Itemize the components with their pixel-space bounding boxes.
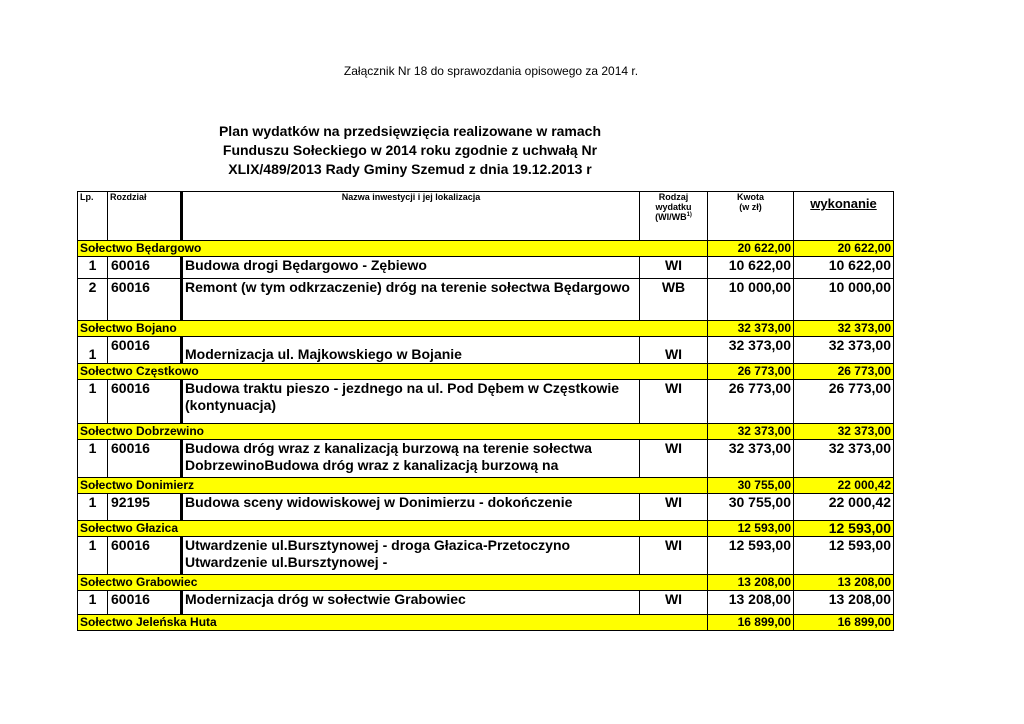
item-rodzaj: WI (640, 494, 708, 521)
item-wykonanie: 12 593,00 (794, 537, 894, 575)
item-nazwa-text: Budowa dróg wraz z kanalizacją burzową na terenie sołectwa DobrzewinoBudowa dróg wraz z kanalizacją burzową na (185, 440, 592, 473)
item-lp: 1 (78, 257, 108, 279)
item-rodzaj: WI (640, 440, 708, 478)
item-wykonanie: 26 773,00 (794, 380, 894, 424)
solectwo-row (78, 241, 894, 257)
header-rodzaj-line: Rodzaj (658, 192, 689, 202)
solectwo-name: Sołectwo Donimierz (78, 478, 640, 494)
solectwo-kwota: 16 899,00 (708, 615, 794, 631)
solectwo-kwota: 26 773,00 (708, 364, 794, 380)
solectwo-name: Sołectwo Bojano (78, 321, 640, 337)
solectwo-name: Sołectwo Jeleńska Huta (78, 615, 640, 631)
item-rodzaj: WI (640, 591, 708, 615)
item-lp: 1 (78, 440, 108, 478)
item-lp: 1 (78, 537, 108, 575)
item-kwota: 10 000,00 (708, 279, 794, 321)
item-kwota: 30 755,00 (708, 494, 794, 521)
item-rozdzial: 60016 (108, 537, 182, 575)
item-rozdzial: 60016 (108, 380, 182, 424)
item-rozdzial: 60016 (108, 257, 182, 279)
item-kwota: 10 622,00 (708, 257, 794, 279)
annex-note: Załącznik Nr 18 do sprawozdania opisowego za 2014 r. (343, 64, 639, 78)
item-rodzaj: WB (640, 279, 708, 321)
solectwo-wykonanie: 22 000,42 (794, 478, 894, 494)
title-line: XLIX/489/2013 Rady Gminy Szemud z dnia 19.12.2013 r (228, 161, 592, 177)
solectwo-row (78, 615, 894, 631)
item-lp: 2 (78, 279, 108, 321)
solectwo-name: Sołectwo Grabowiec (78, 575, 640, 591)
header-rodzaj (640, 192, 708, 241)
header-kwota-line: Kwota (737, 192, 764, 202)
table-row (78, 257, 894, 279)
item-nazwa: Budowa traktu pieszo - jezdnego na ul. Pod Dębem w Częstkowie (kontynuacja) (182, 380, 640, 424)
item-nazwa: Modernizacja dróg w sołectwie Grabowiec (182, 591, 640, 615)
solectwo-empty (640, 364, 708, 380)
solectwo-empty (640, 575, 708, 591)
header-kwota (708, 192, 794, 241)
solectwo-empty (640, 241, 708, 257)
item-rodzaj: WI (640, 537, 708, 575)
solectwo-wykonanie: 12 593,00 (794, 521, 894, 537)
solectwo-kwota: 30 755,00 (708, 478, 794, 494)
item-lp: 1 (78, 591, 108, 615)
solectwo-empty (640, 424, 708, 440)
item-wykonanie: 10 622,00 (794, 257, 894, 279)
item-rodzaj: WI (640, 257, 708, 279)
item-kwota: 13 208,00 (708, 591, 794, 615)
table-row (78, 537, 894, 575)
solectwo-wykonanie: 20 622,00 (794, 241, 894, 257)
item-nazwa (182, 537, 640, 575)
solectwo-kwota: 32 373,00 (708, 321, 794, 337)
table-row (78, 279, 894, 321)
item-lp: 1 (78, 494, 108, 521)
table-row (78, 337, 894, 364)
header-rodzaj-line: (WI/WB$^{1)}$ (655, 212, 692, 222)
item-rozdzial: 60016 (108, 440, 182, 478)
table-row (78, 591, 894, 615)
item-nazwa: Modernizacja ul. Majkowskiego w Bojanie (182, 337, 640, 364)
item-kwota: 32 373,00 (708, 337, 794, 364)
solectwo-kwota: 13 208,00 (708, 575, 794, 591)
item-lp: 1 (78, 380, 108, 424)
solectwo-name: Sołectwo Częstkowo (78, 364, 640, 380)
item-nazwa: Budowa drogi Będargowo - Zębiewo (182, 257, 640, 279)
header-row (78, 192, 894, 241)
item-kwota: 26 773,00 (708, 380, 794, 424)
solectwo-name: Sołectwo Głazica (78, 521, 640, 537)
item-rodzaj: WI (640, 380, 708, 424)
solectwo-row (78, 364, 894, 380)
header-nazwa: Nazwa inwestycji i jej lokalizacja (182, 192, 640, 241)
item-wykonanie: 32 373,00 (794, 337, 894, 364)
item-rodzaj: WI (640, 337, 708, 364)
solectwo-name: Sołectwo Dobrzewino (78, 424, 640, 440)
solectwo-name: Sołectwo Będargowo (78, 241, 640, 257)
solectwo-kwota: 20 622,00 (708, 241, 794, 257)
solectwo-row (78, 424, 894, 440)
table-row (78, 380, 894, 424)
solectwo-row (78, 521, 894, 537)
solectwo-wykonanie: 32 373,00 (794, 321, 894, 337)
solectwo-row (78, 478, 894, 494)
table-row (78, 494, 894, 521)
item-lp: 1 (78, 337, 108, 364)
item-rozdzial: 92195 (108, 494, 182, 521)
item-nazwa-text: Utwardzenie ul.Bursztynowej - droga Głazica-Przetoczyno Utwardzenie ul.Bursztynowej - (185, 537, 571, 570)
item-wykonanie: 32 373,00 (794, 440, 894, 478)
item-rozdzial: 60016 (108, 591, 182, 615)
document-title (190, 122, 630, 179)
solectwo-row (78, 321, 894, 337)
solectwo-kwota: 32 373,00 (708, 424, 794, 440)
item-kwota: 32 373,00 (708, 440, 794, 478)
title-line: Funduszu Sołeckiego w 2014 roku zgodnie z uchwałą Nr (222, 142, 598, 158)
header-rodzaj-line: wydatku (655, 202, 692, 212)
header-wykonanie: wykonanie (794, 192, 894, 241)
header-kwota-line: (w zł) (739, 202, 762, 212)
solectwo-kwota: 12 593,00 (708, 521, 794, 537)
item-kwota: 12 593,00 (708, 537, 794, 575)
solectwo-wykonanie: 32 373,00 (794, 424, 894, 440)
item-rozdzial: 60016 (108, 337, 182, 364)
solectwo-row (78, 575, 894, 591)
solectwo-wykonanie: 26 773,00 (794, 364, 894, 380)
solectwo-wykonanie: 16 899,00 (794, 615, 894, 631)
title-line: Plan wydatków na przedsięwzięcia realizowane w ramach (218, 123, 602, 139)
item-wykonanie: 13 208,00 (794, 591, 894, 615)
item-nazwa: Remont (w tym odkrzaczenie) dróg na terenie sołectwa Będargowo (182, 279, 640, 321)
item-nazwa: Budowa sceny widowiskowej w Donimierzu - dokończenie (182, 494, 640, 521)
item-rozdzial: 60016 (108, 279, 182, 321)
solectwo-empty (640, 521, 708, 537)
item-wykonanie: 22 000,42 (794, 494, 894, 521)
solectwo-empty (640, 615, 708, 631)
solectwo-empty (640, 321, 708, 337)
header-lp: Lp. (78, 192, 108, 241)
item-nazwa (182, 440, 640, 478)
expense-table (77, 191, 894, 631)
table-row (78, 440, 894, 478)
solectwo-wykonanie: 13 208,00 (794, 575, 894, 591)
solectwo-empty (640, 478, 708, 494)
item-wykonanie: 10 000,00 (794, 279, 894, 321)
header-rozdzial: Rozdział (108, 192, 182, 241)
